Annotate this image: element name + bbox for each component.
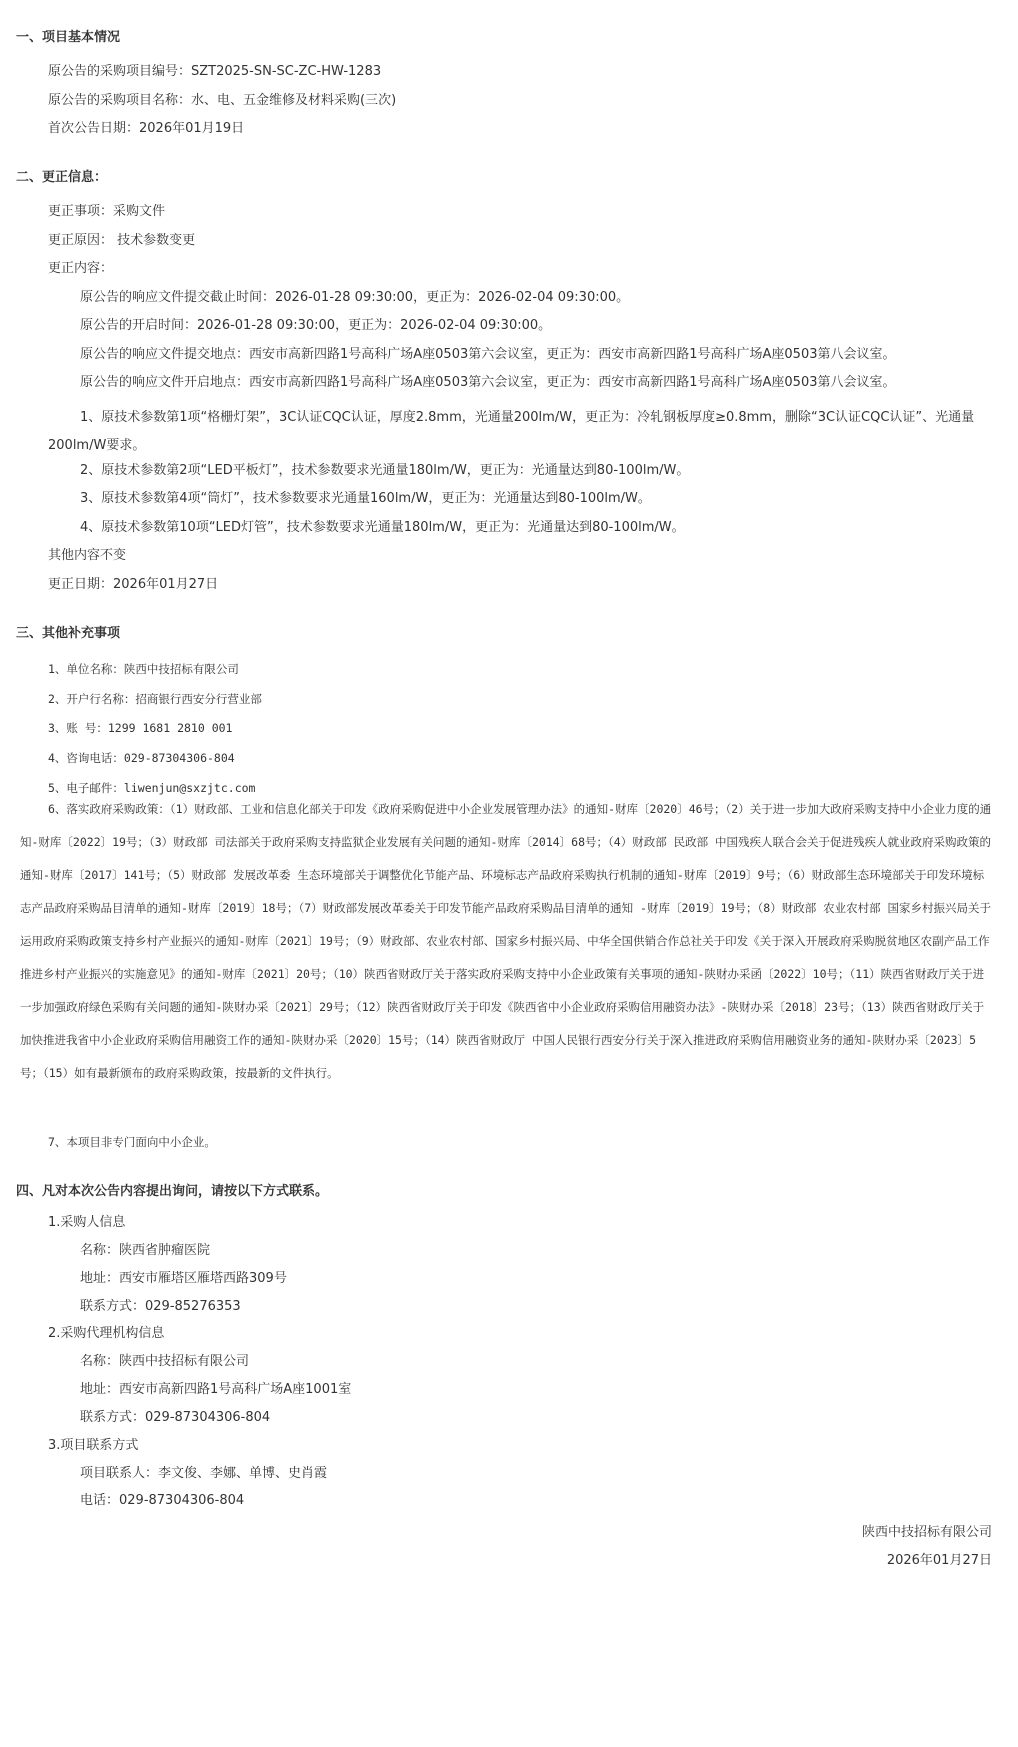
supplement-item-1: 1、单位名称：陕西中技招标有限公司 bbox=[48, 662, 239, 676]
correction-change-2: 原公告的开启时间：2026-01-28 09:30:00，更正为：2026-02-04 09:30:00。 bbox=[80, 318, 552, 333]
footer-date: 2026年01月27日 bbox=[886, 1553, 992, 1568]
correction-change-1: 原公告的响应文件提交截止时间：2026-01-28 09:30:00，更正为：2026-02-04 09:30:00。 bbox=[80, 290, 630, 305]
correction-change-6: 2、原技术参数第2项“LED平板灯”，技术参数要求光通量180lm/W，更正为：光通量达到80-100lm/W。 bbox=[80, 463, 690, 478]
section4-title: 四、凡对本次公告内容提出询问，请按以下方式联系。 bbox=[16, 1184, 329, 1199]
correction-date: 更正日期：2026年01月27日 bbox=[48, 577, 219, 592]
buyer-address: 地址：西安市雁塔区雁塔西路309号 bbox=[80, 1271, 287, 1286]
correction-change-4: 原公告的响应文件开启地点：西安市高新四路1号高科广场A座0503第六会议室，更正为：西安市高新四路1号高科广场A座0503第八会议室。 bbox=[80, 375, 896, 390]
buyer-phone: 联系方式：029-85276353 bbox=[80, 1299, 241, 1314]
section3-title: 三、其他补充事项 bbox=[16, 626, 121, 641]
project-contact-people: 项目联系人：李文俊、李娜、单博、史肖霞 bbox=[80, 1466, 328, 1481]
supplement-item-7: 7、本项目非专门面向中小企业。 bbox=[48, 1135, 216, 1149]
agent-info-heading: 2.采购代理机构信息 bbox=[48, 1326, 165, 1341]
original-project-name: 原公告的采购项目名称：水、电、五金维修及材料采购(三次) bbox=[48, 93, 397, 108]
first-announcement-date: 首次公告日期：2026年01月19日 bbox=[48, 121, 245, 136]
supplement-item-4: 4、咨询电话：029-87304306-804 bbox=[48, 751, 235, 765]
correction-change-3: 原公告的响应文件提交地点：西安市高新四路1号高科广场A座0503第六会议室，更正为：西安市高新四路1号高科广场A座0503第八会议室。 bbox=[80, 347, 896, 362]
section1-title: 一、项目基本情况 bbox=[16, 30, 121, 45]
project-contact-heading: 3.项目联系方式 bbox=[48, 1438, 139, 1453]
procurement-policy-paragraph: 6、落实政府采购政策：（1）财政部、工业和信息化部关于印发《政府采购促进中小企业发展管理办法》的通知-财库〔2020〕46号；（2）关于进一步加大政府采购支持中小企业力度的通知-财库〔2022〕19号；（3）财政部 司法部关于政府采购支持监狱企业发展有关问题的通知-财库〔2014〕68号；（4）财政部 民政部 中国残疾人联合会关于促进残疾人就业政府采购政策的通知-财库〔2017〕141号；（5）财政部 发展改革委 生态环境部关于调整优化节能产品、环境标志产品政府采购执行机制的通知-财库〔2019〕9号；（6）财政部生态环境部关于印发环境标志产品政府采购品目清单的通知-财库〔2019〕18号；（7）财政部发展改革委关于印发节能产品政府采购品目清单的通知 -财库〔2019〕19号；（8）财政部 农业农村部 国家乡村振兴局关于运用政府采购政策支持乡村产业振兴的通知-财库〔2021〕19号；（9）财政部、农业农村部、国家乡村振兴局、中华全国供销合作总社关于印发《关于深入开展政府采购脱贫地区农副产品工作推进乡村产业振兴的实施意见》的通知-财库〔2021〕20号；（10）陕西省财政厅关于落实政府采购支持中小企业政策有关事项的通知-陕财办采函〔2022〕10号；（11）陕西省财政厅关于进一步加强政府绿色采购有关问题的通知-陕财办采〔2021〕29号；（12）陕西省财政厅关于印发《陕西省中小企业政府采购信用融资办法》-陕财办采〔2018〕23号；（13）陕西省财政厅关于加快推进我省中小企业政府采购信用融资工作的通知-陕财办采〔2020〕15号；（14）陕西省财政厅 中国人民银行西安分行关于深入推进政府采购信用融资业务的通知-陕财办采〔2023〕5号；（15）如有最新颁布的政府采购政策，按最新的文件执行。 bbox=[20, 802, 992, 1080]
buyer-name: 名称：陕西省肿瘤医院 bbox=[80, 1243, 211, 1258]
correction-change-5: 1、原技术参数第1项“格栅灯架”，3C认证CQC认证，厚度2.8mm，光通量200lm/W，更正为：冷轧钢板厚度≥0.8mm，删除“3C认证CQC认证”、光通量200lm/W要求。 bbox=[48, 410, 975, 453]
original-project-number: 原公告的采购项目编号：SZT2025-SN-SC-ZC-HW-1283 bbox=[48, 64, 382, 79]
other-content-unchanged: 其他内容不变 bbox=[48, 548, 127, 563]
supplement-item-2: 2、开户行名称：招商银行西安分行营业部 bbox=[48, 692, 262, 706]
supplement-item-3: 3、账 号：1299 1681 2810 001 bbox=[48, 721, 233, 735]
correction-change-8: 4、原技术参数第10项“LED灯管”，技术参数要求光通量180lm/W，更正为：光通量达到80-100lm/W。 bbox=[80, 520, 685, 535]
footer-organization: 陕西中技招标有限公司 bbox=[861, 1525, 992, 1540]
supplement-item-5: 5、电子邮件：liwenjun@sxzjtc.com bbox=[48, 781, 256, 795]
agent-name: 名称：陕西中技招标有限公司 bbox=[80, 1354, 250, 1369]
project-contact-phone: 电话：029-87304306-804 bbox=[80, 1493, 245, 1508]
correction-content-label: 更正内容： bbox=[48, 261, 114, 276]
correction-item: 更正事项：采购文件 bbox=[48, 204, 166, 219]
agent-address: 地址：西安市高新四路1号高科广场A座1001室 bbox=[80, 1382, 352, 1397]
buyer-info-heading: 1.采购人信息 bbox=[48, 1215, 126, 1230]
correction-reason: 更正原因： 技术参数变更 bbox=[48, 233, 196, 248]
correction-change-7: 3、原技术参数第4项“筒灯”，技术参数要求光通量160lm/W，更正为：光通量达到80-100lm/W。 bbox=[80, 491, 651, 506]
agent-phone: 联系方式：029-87304306-804 bbox=[80, 1410, 271, 1425]
section2-title: 二、更正信息： bbox=[16, 170, 108, 185]
